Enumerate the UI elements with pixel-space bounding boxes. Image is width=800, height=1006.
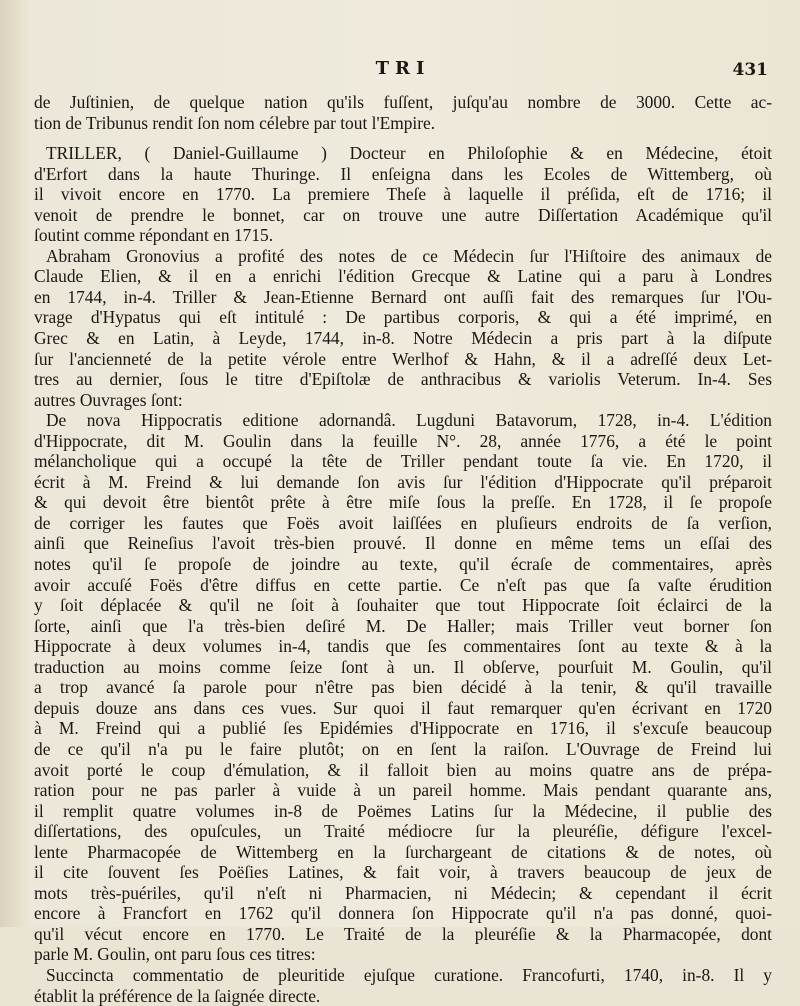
- text-line: a trop avancé ſa parole pour n'être pas bien décidé à la tenir, & qu'il travaille: [34, 677, 772, 698]
- text-line: Hippocrate à deux volumes in-4, tandis que ſes commentaires ſont au texte & à la: [34, 636, 772, 657]
- page-number: 431: [732, 60, 768, 80]
- text-line: venoit de prendre le bonnet, car on trouve une autre Diſſertation Académique qu'il: [34, 204, 772, 225]
- paragraph-succincta: [34, 965, 772, 1006]
- text-line: ration pour ne pas parler à vuide à un pareil homme. Mais pendant quarante ans,: [34, 780, 772, 801]
- text-line: d'Erfort dans la haute Thuringe. Il enſeigna dans les Ecoles de Wittemberg, où: [34, 163, 772, 184]
- text-line: avoir accuſé Foës d'être diffus en cette partie. Ce n'eſt pas que ſa vaſte érudition: [34, 574, 772, 595]
- text-line: à M. Freind qui a publié ſes Epidémies d'Hippocrate en 1716, il s'excuſe beaucoup: [34, 718, 772, 739]
- text-line: Abraham Gronovius a profité des notes de ce Médecin ſur l'Hiſtoire des animaux de: [46, 245, 772, 266]
- paragraph-continuation: [34, 92, 772, 133]
- text-line: de ce qu'il n'a pu le faire plutôt; on en ſent la raiſon. L'Ouvrage de Freind lui: [34, 738, 772, 759]
- text-line: vrage d'Hypatus qui eſt intitulé : De partibus corporis, & qui a été imprimé, en: [34, 307, 772, 328]
- running-title: TRI: [375, 58, 431, 79]
- text-line: d'Hippocrate, dit M. Goulin dans la feuille N°. 28, année 1776, a été le point: [34, 430, 772, 451]
- text-line: ſorte, ainſi que l'a très-bien deſiré M. De Haller; mais Triller veut borner ſon: [34, 615, 772, 636]
- text-line: diſſertations, des opuſcules, un Traité médiocre ſur la pleuréſie, défigure l'excel-: [34, 821, 772, 842]
- text-line: & qui devoit être bientôt prête à être miſe ſous la preſſe. En 1728, il ſe propoſe: [34, 492, 772, 513]
- text-line: autres Ouvrages ſont:: [34, 389, 183, 410]
- text-line: y ſoit déplacée & qu'il ne ſoit à ſouhaiter que tout Hippocrate ſoit éclairci de la: [34, 595, 772, 616]
- running-head: [34, 58, 772, 92]
- text-line: de Juſtinien, de quelque nation qu'ils fuſſent, juſqu'au nombre de 3000. Cette ac-: [34, 92, 772, 112]
- text-line: ſur l'ancienneté de la petite vérole entre Werlhof & Hahn, & il a adreſſé deux Let-: [34, 348, 772, 369]
- text-line: il cite ſouvent ſes Poëſies Latines, & fait voir, à travers beaucoup de jeux de: [34, 862, 772, 883]
- text-line: établit la préférence de la ſaignée directe.: [34, 985, 321, 1006]
- paragraph-gronovius: [34, 246, 772, 410]
- text-line: en 1744, in-4. Triller & Jean-Etienne Bernard ont auſſi fait des remarques ſur l'Ou-: [34, 286, 772, 307]
- text-line: parle M. Goulin, ont paru ſous ces titres:: [34, 944, 316, 965]
- text-line: mots très-puériles, qu'il n'eſt ni Pharmacien, ni Médecin; & cependant il écrit: [34, 882, 772, 903]
- text-line: De nova Hippocratis editione adornandâ. Lugduni Batavorum, 1728, in-4. L'édition: [46, 410, 772, 431]
- text-line: écrit à M. Freind & lui demande ſon avis ſur l'édition d'Hippocrate qu'il préparoit: [34, 471, 772, 492]
- text-line: Succincta commentatio de pleuritide ejuſque curatione. Francofurti, 1740, in-8. Il y: [46, 964, 772, 985]
- text-line: Claude Elien, & il en a enrichi l'édition Grecque & Latine qui a paru à Londres: [34, 266, 772, 287]
- text-line: de corriger les fautes que Foës avoit laiſſées en pluſieurs endroits de ſa verſion,: [34, 512, 772, 533]
- paragraph-hippocrate: [34, 410, 772, 965]
- body-text: [34, 92, 772, 1006]
- text-line: ſoutint comme répondant en 1715.: [34, 225, 274, 246]
- text-line: TRILLER, ( Daniel-Guillaume ) Docteur en Philoſophie & en Médecine, étoit: [46, 143, 772, 164]
- text-line: traduction au moins comme ſeize ſont à un. Il obſerve, pourſuit M. Goulin, qu'il: [34, 656, 772, 677]
- text-line: il vivoit encore en 1770. La premiere Theſe à laquelle il préſida, eſt de 1716; il: [34, 184, 772, 205]
- text-line: qu'il vécut encore en 1770. Le Traité de la pleuréſie & la Pharmacopée, dont: [34, 923, 772, 944]
- text-line: il remplit quatre volumes in-8 de Poëmes Latins ſur la Médecine, il publie des: [34, 800, 772, 821]
- text-line: encore à Francfort en 1762 qu'il donnera ſon Hippocrate qu'il n'a pas donné, quoi-: [34, 903, 772, 924]
- text-line: mélancholique qui a occupé la tête de Triller pendant toute ſa vie. En 1720, il: [34, 451, 772, 472]
- text-line: ainſi que Reineſius l'avoit très-bien prouvé. Il donne en même tems un eſſai des: [34, 533, 772, 554]
- text-line: notes qu'il ſe propoſe de joindre au texte, qu'il écraſe de commentaires, après: [34, 554, 772, 575]
- text-line: depuis douze ans dans ces vues. Sur quoi il faut remarquer qu'en écrivant en 1720: [34, 697, 772, 718]
- text-line: lente Pharmacopée de Wittemberg en la ſurchargeant de citations & de notes, où: [34, 841, 772, 862]
- text-line: tres au dernier, ſous le titre d'Epiſtolæ de anthracibus & variolis Veterum. In-4. Ses: [34, 369, 772, 390]
- text-line: tion de Tribunus rendit ſon nom célebre par tout l'Empire.: [34, 112, 436, 133]
- text-line: Grec & en Latin, à Leyde, 1744, in-8. Notre Médecin a pris part à la diſpute: [34, 328, 772, 349]
- paragraph-triller-entry: [34, 143, 772, 246]
- text-line: avoit porté le coup d'émulation, & il falloit bien au moins quatre ans de prépa-: [34, 759, 772, 780]
